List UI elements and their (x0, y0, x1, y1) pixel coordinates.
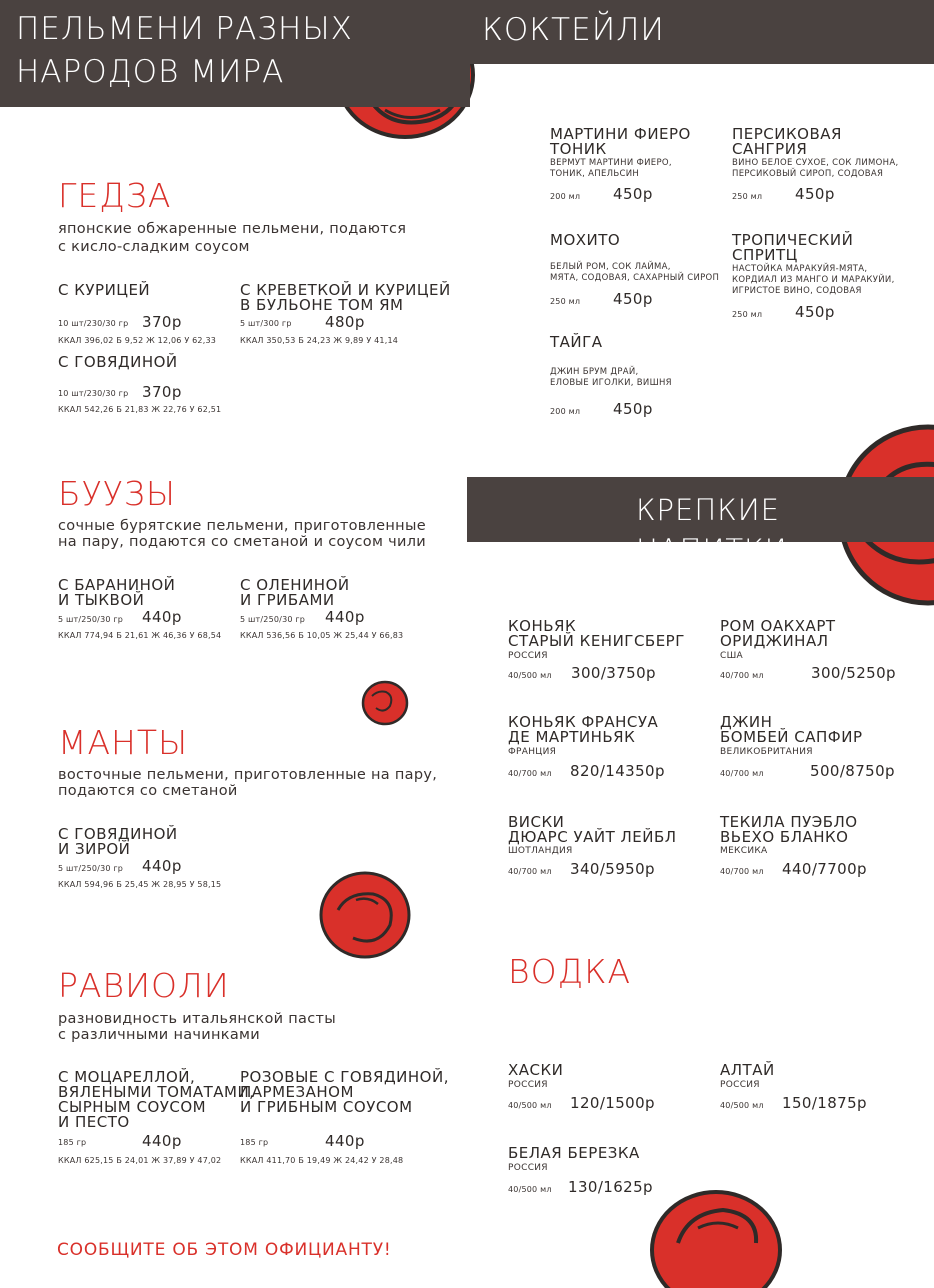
drink-price: 500/8750р (810, 762, 895, 780)
cocktails-title: КОКТЕЙЛИ (482, 12, 665, 48)
drink-name: ВИСКИ ДЮАРС УАЙТ ЛЕЙБЛ (508, 813, 677, 846)
dish-weight: 10 шт/230/30 гр (58, 389, 129, 398)
vodka-origin: РОССИЯ (508, 1080, 548, 1090)
cocktail-name: МОХИТО (550, 231, 621, 249)
dish-name: С ОЛЕНИНОЙ И ГРИБАМИ (240, 576, 350, 609)
cocktail-price: 450р (613, 400, 653, 418)
cocktail-name: ТРОПИЧЕСКИЙ СПРИТЦ (732, 231, 854, 264)
buuzy-title: БУУЗЫ (58, 474, 176, 513)
dish-name: С ГОВЯДИНОЙ И ЗИРОЙ (58, 825, 178, 858)
vodka-name: АЛТАЙ (720, 1061, 775, 1079)
ravioli-desc: разновидность итальянской пасты с различными начинками (58, 1011, 337, 1043)
drink-origin: ФРАНЦИЯ (508, 747, 557, 757)
strong-drinks-title: КРЕПКИЕ НАПИТКИ (636, 493, 788, 567)
drink-volume: 40/500 мл (508, 671, 552, 680)
dumpling-icon-small (360, 678, 410, 728)
drink-origin: ВЕЛИКОБРИТАНИЯ (720, 747, 813, 757)
drink-volume: 40/700 мл (720, 769, 764, 778)
cocktail-price: 450р (613, 290, 653, 308)
dish-price: 440р (142, 608, 182, 626)
cocktail-volume: 200 мл (550, 407, 581, 416)
cocktail-ingredients: ВИНО БЕЛОЕ СУХОЕ, СОК ЛИМОНА, ПЕРСИКОВЫЙ СИРОП, СОДОВАЯ (732, 158, 899, 179)
dish-price: 440р (325, 608, 365, 626)
drink-price: 440/7700р (782, 860, 867, 878)
dish-weight: 5 шт/300 гр (240, 319, 292, 328)
dish-price: 370р (142, 383, 182, 401)
dish-price: 480р (325, 313, 365, 331)
cocktail-volume: 250 мл (732, 192, 763, 201)
cocktail-price: 450р (795, 303, 835, 321)
drink-origin: ШОТЛАНДИЯ (508, 846, 573, 856)
dish-weight: 185 гр (58, 1138, 87, 1147)
dish-name: РОЗОВЫЕ С ГОВЯДИНОЙ, ПАРМЕЗАНОМ И ГРИБНЫМ СОУСОМ (240, 1068, 449, 1116)
cocktail-price: 450р (795, 185, 835, 203)
vodka-origin: РОССИЯ (720, 1080, 760, 1090)
drink-volume: 40/700 мл (720, 671, 764, 680)
dish-weight: 5 шт/250/30 гр (58, 864, 124, 873)
cocktail-name: МАРТИНИ ФИЕРО ТОНИК (550, 125, 691, 158)
cocktail-ingredients: ВЕРМУТ МАРТИНИ ФИЕРО, ТОНИК, АПЕЛЬСИН (550, 158, 672, 179)
ravioli-title: РАВИОЛИ (58, 966, 230, 1005)
manty-desc: восточные пельмени, приготовленные на пару, подаются со сметаной (58, 767, 438, 799)
drink-name: ТЕКИЛА ПУЭБЛО ВЬЕХО БЛАНКО (720, 813, 858, 846)
dish-kcal: ККАЛ 350,53 Б 24,23 Ж 9,89 У 41,14 (240, 336, 399, 345)
vodka-title: ВОДКА (508, 952, 632, 991)
dish-name: С МОЦАРЕЛЛОЙ, ВЯЛЕНЫМИ ТОМАТАМИ, СЫРНЫМ СОУСОМ И ПЕСТО (58, 1068, 255, 1131)
cocktail-ingredients: БЕЛЫЙ РОМ, СОК ЛАЙМА, МЯТА, СОДОВАЯ, САХАРНЫЙ СИРОП (550, 262, 720, 283)
dish-kcal: ККАЛ 536,56 Б 10,05 Ж 25,44 У 66,83 (240, 631, 404, 640)
drink-name: РОМ ОАКХАРТ ОРИДЖИНАЛ (720, 617, 836, 650)
cocktail-volume: 200 мл (550, 192, 581, 201)
dish-weight: 5 шт/250/30 гр (240, 615, 306, 624)
dish-price: 370р (142, 313, 182, 331)
cocktail-ingredients: ДЖИН БРУМ ДРАЙ, ЕЛОВЫЕ ИГОЛКИ, ВИШНЯ (550, 367, 672, 388)
drink-name: КОНЬЯК ФРАНСУА ДЕ МАРТИНЬЯК (508, 713, 659, 746)
vodka-volume: 40/500 мл (720, 1101, 764, 1110)
vodka-origin: РОССИЯ (508, 1163, 548, 1173)
dish-weight: 5 шт/250/30 гр (58, 615, 124, 624)
cocktail-price: 450р (613, 185, 653, 203)
cocktail-ingredients: НАСТОЙКА МАРАКУЙЯ-МЯТА, КОРДИАЛ ИЗ МАНГО И МАРАКУЙИ, ИГРИСТОЕ ВИНО, СОДОВАЯ (732, 264, 895, 296)
drink-origin: США (720, 651, 743, 661)
drink-price: 820/14350р (570, 762, 665, 780)
dumpling-icon-bottom (648, 1188, 788, 1288)
dish-price: 440р (325, 1132, 365, 1150)
manty-title: МАНТЫ (58, 723, 189, 762)
dish-kcal: ККАЛ 411,70 Б 19,49 Ж 24,42 У 28,48 (240, 1156, 404, 1165)
dish-name: С КУРИЦЕЙ (58, 281, 151, 299)
vodka-name: ХАСКИ (508, 1061, 564, 1079)
dish-kcal: ККАЛ 625,15 Б 24,01 Ж 37,89 У 47,02 (58, 1156, 222, 1165)
cocktail-name: ПЕРСИКОВАЯ САНГРИЯ (732, 125, 842, 158)
vodka-price: 130/1625р (568, 1178, 653, 1196)
dish-price: 440р (142, 1132, 182, 1150)
vodka-price: 150/1875р (782, 1094, 867, 1112)
dish-weight: 10 шт/230/30 гр (58, 319, 129, 328)
cocktail-volume: 250 мл (732, 310, 763, 319)
gyoza-title: ГЕДЗА (58, 176, 172, 215)
cocktail-volume: 250 мл (550, 297, 581, 306)
vodka-volume: 40/500 мл (508, 1185, 552, 1194)
dish-kcal: ККАЛ 396,02 Б 9,52 Ж 12,06 У 62,33 (58, 336, 217, 345)
drink-origin: МЕКСИКА (720, 846, 768, 856)
dish-price: 440р (142, 857, 182, 875)
drink-volume: 40/700 мл (720, 867, 764, 876)
dumpling-icon-mid (318, 870, 413, 960)
footer-notice: СООБЩИТЕ ОБ ЭТОМ ОФИЦИАНТУ! (57, 1240, 392, 1260)
gyoza-desc: японские обжаренные пельмени, подаются с кисло-сладким соусом (58, 221, 407, 255)
cocktail-name: ТАЙГА (550, 333, 603, 351)
drink-volume: 40/700 мл (508, 769, 552, 778)
drink-price: 300/3750р (571, 664, 656, 682)
menu-title-line2: НАРОДОВ МИРА (16, 54, 285, 90)
dish-weight: 185 гр (240, 1138, 269, 1147)
drink-volume: 40/700 мл (508, 867, 552, 876)
drink-origin: РОССИЯ (508, 651, 548, 661)
vodka-price: 120/1500р (570, 1094, 655, 1112)
drink-price: 340/5950р (570, 860, 655, 878)
drink-name: КОНЬЯК СТАРЫЙ КЕНИГСБЕРГ (508, 617, 685, 650)
dish-name: С БАРАНИНОЙ И ТЫКВОЙ (58, 576, 176, 609)
menu-title-line1: ПЕЛЬМЕНИ РАЗНЫХ (16, 11, 353, 47)
vodka-volume: 40/500 мл (508, 1101, 552, 1110)
dish-kcal: ККАЛ 594,96 Б 25,45 Ж 28,95 У 58,15 (58, 880, 222, 889)
drink-name: ДЖИН БОМБЕЙ САПФИР (720, 713, 863, 746)
vodka-name: БЕЛАЯ БЕРЕЗКА (508, 1144, 640, 1162)
buuzy-desc: сочные бурятские пельмени, приготовленные на пару, подаются со сметаной и соусом чили (58, 518, 426, 550)
dish-kcal: ККАЛ 774,94 Б 21,61 Ж 46,36 У 68,54 (58, 631, 222, 640)
dish-kcal: ККАЛ 542,26 Б 21,83 Ж 22,76 У 62,51 (58, 405, 222, 414)
drink-price: 300/5250р (811, 664, 896, 682)
dish-name: С КРЕВЕТКОЙ И КУРИЦЕЙ В БУЛЬОНЕ ТОМ ЯМ (240, 281, 451, 314)
dish-name: С ГОВЯДИНОЙ (58, 353, 178, 371)
